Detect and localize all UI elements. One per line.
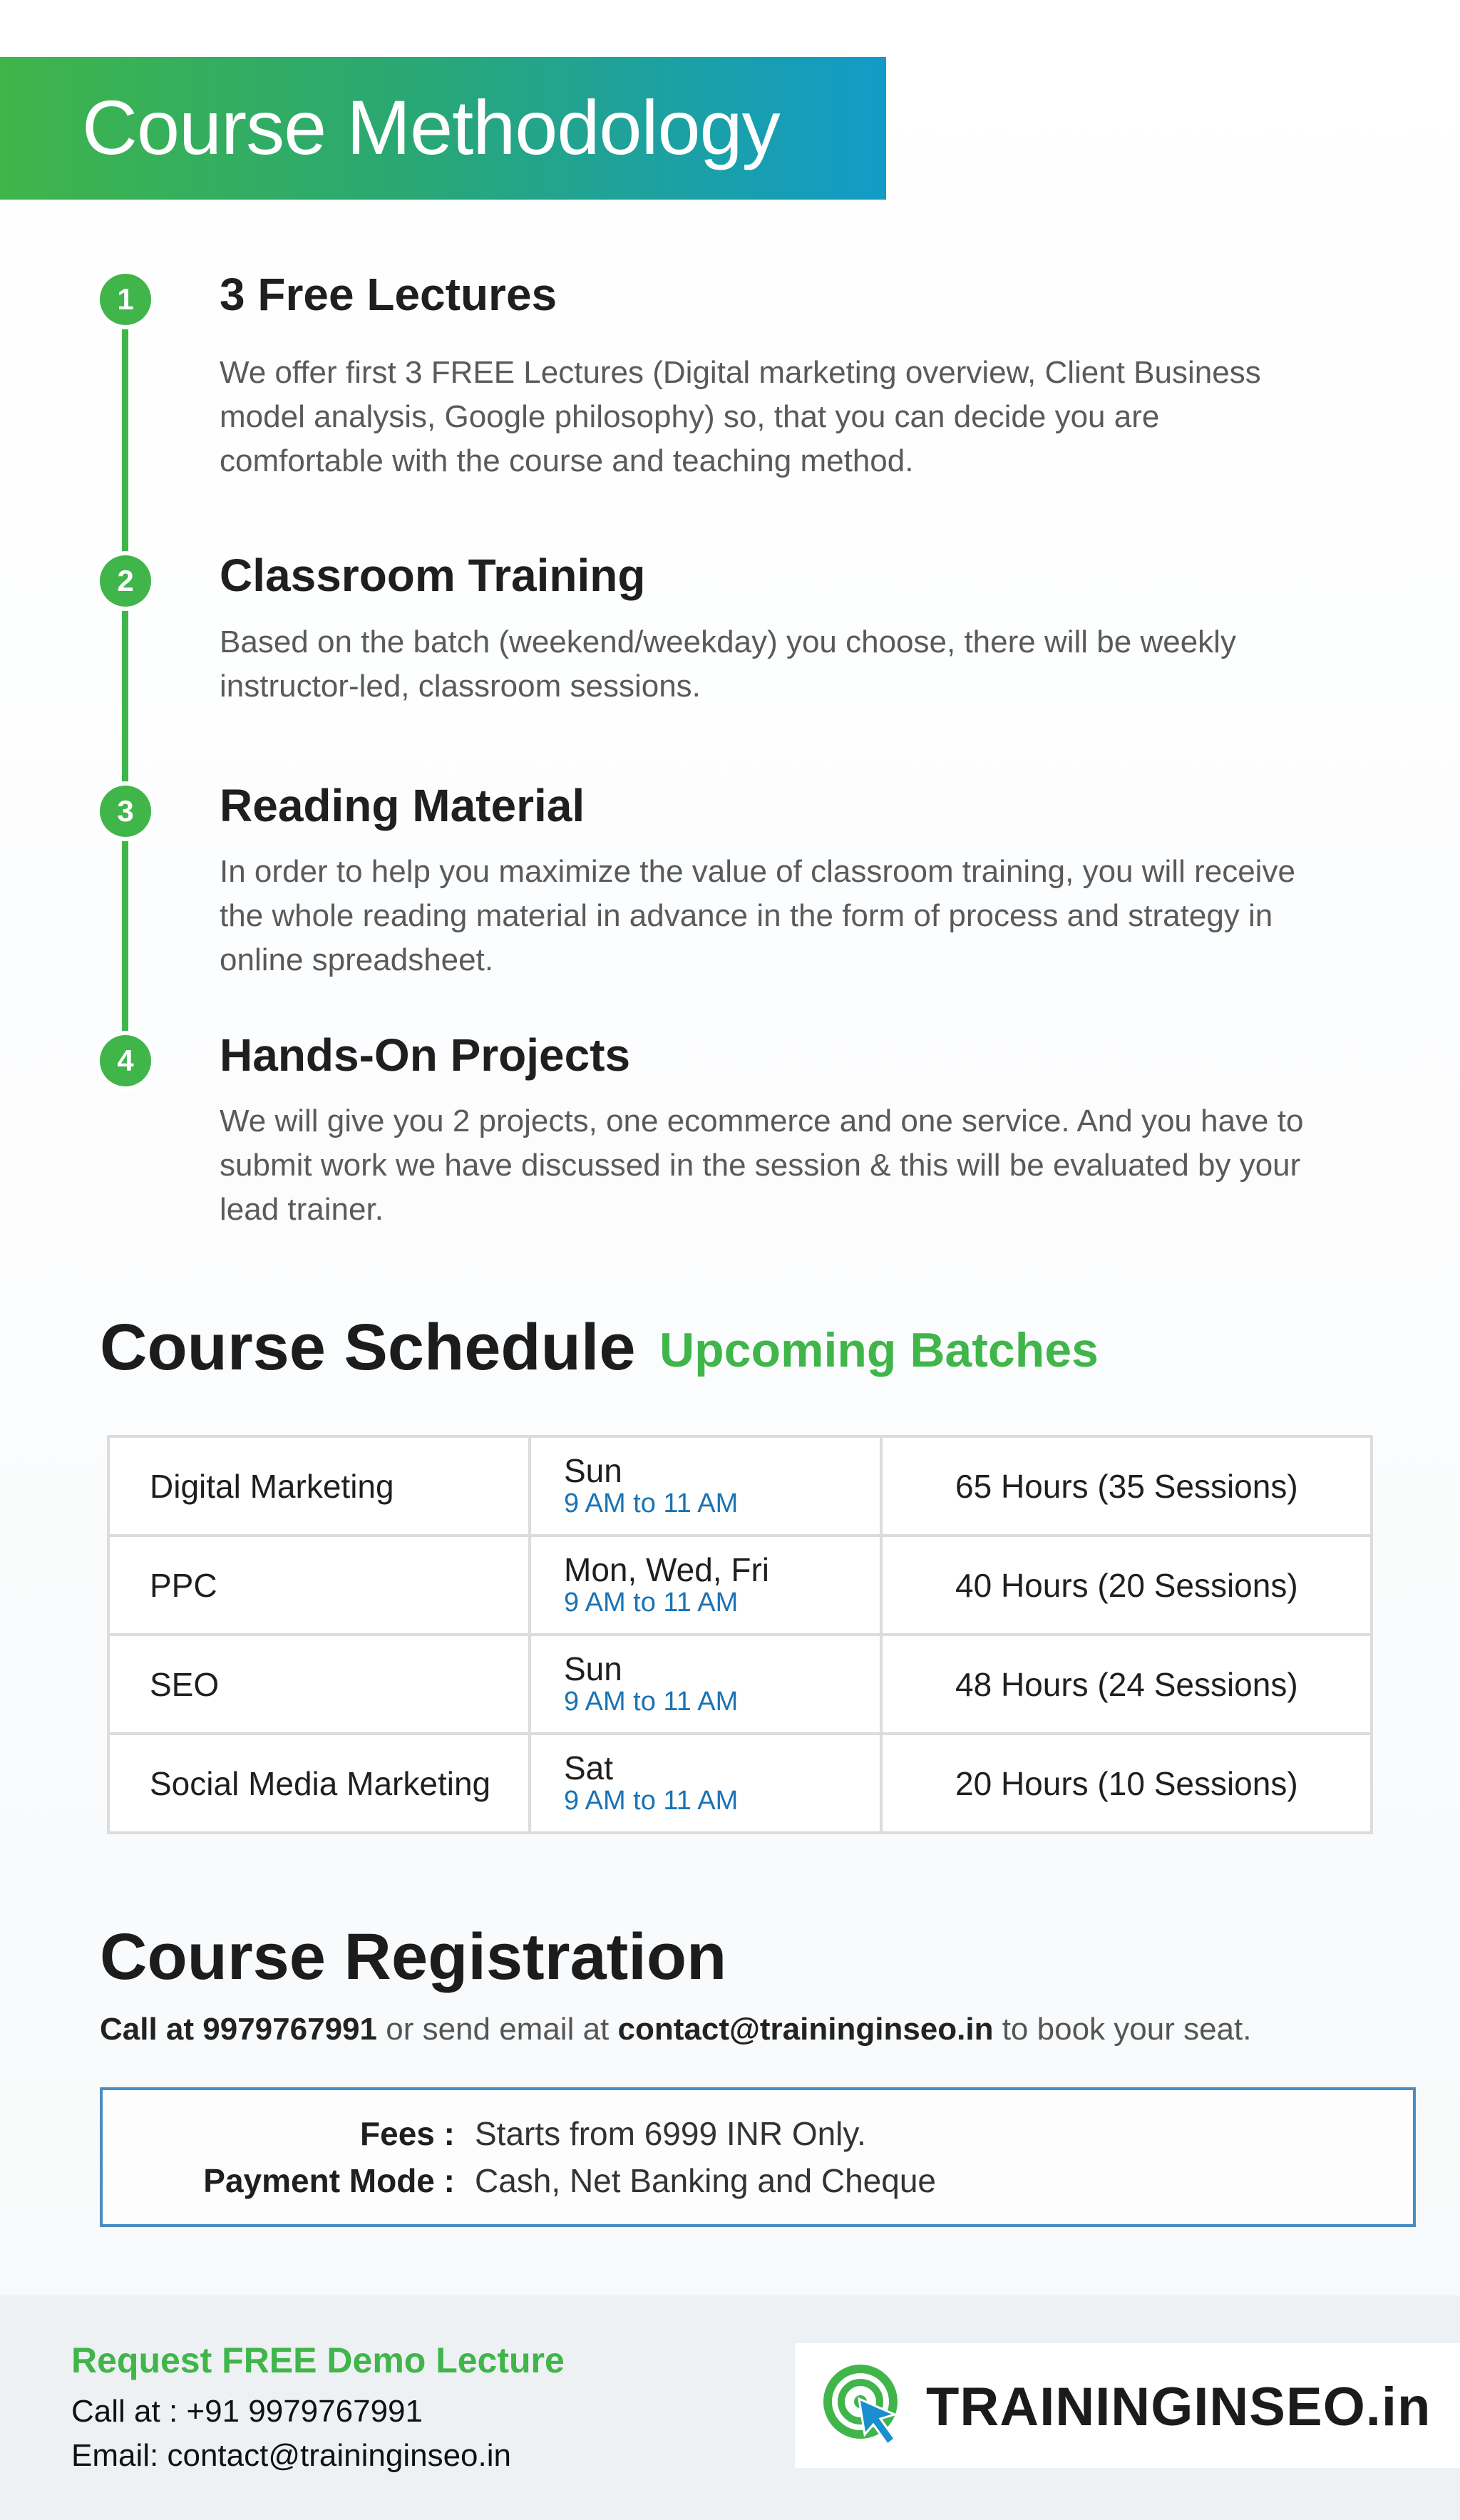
course-name: Social Media Marketing bbox=[108, 1734, 530, 1833]
footer-email[interactable]: contact@traininginseo.in bbox=[167, 2438, 511, 2473]
step-description-free-lectures: We offer first 3 FREE Lectures (Digital marketing overview, Client Business model analysis, Google philosophy) so, that you can decide you are comfortable with the course and teaching method. bbox=[220, 355, 1261, 478]
time-text: 9 AM to 11 AM bbox=[564, 1686, 739, 1717]
time-text: 9 AM to 11 AM bbox=[564, 1488, 739, 1518]
course-hours: 48 Hours (24 Sessions) bbox=[881, 1635, 1372, 1734]
step-number-4: 4 bbox=[100, 1035, 151, 1086]
course-hours: 20 Hours (10 Sessions) bbox=[881, 1734, 1372, 1833]
brand-logo[interactable] bbox=[795, 2343, 1460, 2468]
course-days bbox=[530, 1536, 881, 1635]
registration-info bbox=[100, 2012, 1251, 2047]
course-name: PPC bbox=[108, 1536, 530, 1635]
step-description-hands-on-projects: We will give you 2 projects, one ecommerce and one service. And you have to submit work we have discussed in the session & this will be evaluated by your lead trainer. bbox=[220, 1104, 1304, 1227]
days-text: Sat bbox=[564, 1749, 614, 1786]
fees-label: Fees : bbox=[360, 2115, 455, 2152]
footer-phone-line bbox=[71, 2394, 423, 2429]
schedule-title: Course Schedule bbox=[100, 1311, 636, 1384]
time-text: 9 AM to 11 AM bbox=[564, 1785, 739, 1816]
payment-row bbox=[103, 2161, 455, 2204]
course-days bbox=[530, 1436, 881, 1536]
step-title-classroom-training: Classroom Training bbox=[220, 550, 646, 601]
registration-title: Course Registration bbox=[100, 1920, 727, 1993]
course-name: Digital Marketing bbox=[108, 1436, 530, 1536]
demo-lecture-link[interactable]: Request FREE Demo Lecture bbox=[71, 2340, 565, 2380]
days-text: Sun bbox=[564, 1650, 622, 1687]
step-number-2: 2 bbox=[100, 555, 151, 607]
course-hours: 65 Hours (35 Sessions) bbox=[881, 1436, 1372, 1536]
payment-label: Payment Mode : bbox=[203, 2162, 455, 2199]
days-text: Sun bbox=[564, 1451, 622, 1489]
target-cursor-logo-icon bbox=[823, 2365, 909, 2450]
footer bbox=[0, 2295, 1460, 2520]
step-title-hands-on-projects: Hands-On Projects bbox=[220, 1029, 631, 1081]
course-name: SEO bbox=[108, 1635, 530, 1734]
step-number-3: 3 bbox=[100, 786, 151, 837]
schedule-table bbox=[107, 1435, 1373, 1834]
step-number-1: 1 bbox=[100, 274, 151, 325]
step-title-reading-material: Reading Material bbox=[220, 780, 585, 831]
time-text: 9 AM to 11 AM bbox=[564, 1587, 739, 1618]
table-row bbox=[108, 1734, 1372, 1833]
brand-logo-text: TRAININGINSEO.in bbox=[926, 2377, 1431, 2437]
footer-email-label: Email: bbox=[71, 2438, 159, 2473]
table-row bbox=[108, 1436, 1372, 1536]
fees-row bbox=[103, 2114, 455, 2157]
timeline-line bbox=[122, 299, 128, 1062]
course-days bbox=[530, 1635, 881, 1734]
table-row bbox=[108, 1536, 1372, 1635]
table-row bbox=[108, 1635, 1372, 1734]
fees-value: Starts from 6999 INR Only. bbox=[475, 2115, 866, 2152]
schedule-subtitle: Upcoming Batches bbox=[659, 1323, 1099, 1377]
footer-phone[interactable]: +91 9979767991 bbox=[186, 2394, 423, 2429]
course-hours: 40 Hours (20 Sessions) bbox=[881, 1536, 1372, 1635]
registration-middle-text: or send email at bbox=[386, 2012, 610, 2047]
footer-email-line bbox=[71, 2438, 511, 2474]
page-title: Course Methodology bbox=[82, 84, 780, 170]
header-banner bbox=[0, 57, 886, 200]
days-text: Mon, Wed, Fri bbox=[564, 1550, 769, 1588]
registration-email-link[interactable]: contact@traininginseo.in bbox=[617, 2012, 994, 2047]
payment-value: Cash, Net Banking and Cheque bbox=[475, 2162, 936, 2199]
step-description-reading-material: In order to help you maximize the value of classroom training, you will receive the whole reading material in advance in the form of process and strategy in online spreadsheet. bbox=[220, 854, 1295, 977]
course-days bbox=[530, 1734, 881, 1833]
footer-call-label: Call at : bbox=[71, 2394, 178, 2429]
registration-end-text: to book your seat. bbox=[1002, 2012, 1252, 2047]
step-title-free-lectures: 3 Free Lectures bbox=[220, 269, 557, 320]
fees-box bbox=[100, 2087, 1416, 2227]
step-description-classroom-training: Based on the batch (weekend/weekday) you choose, there will be weekly instructor-led, classroom sessions. bbox=[220, 624, 1236, 704]
registration-call[interactable]: Call at 9979767991 bbox=[100, 2012, 377, 2047]
